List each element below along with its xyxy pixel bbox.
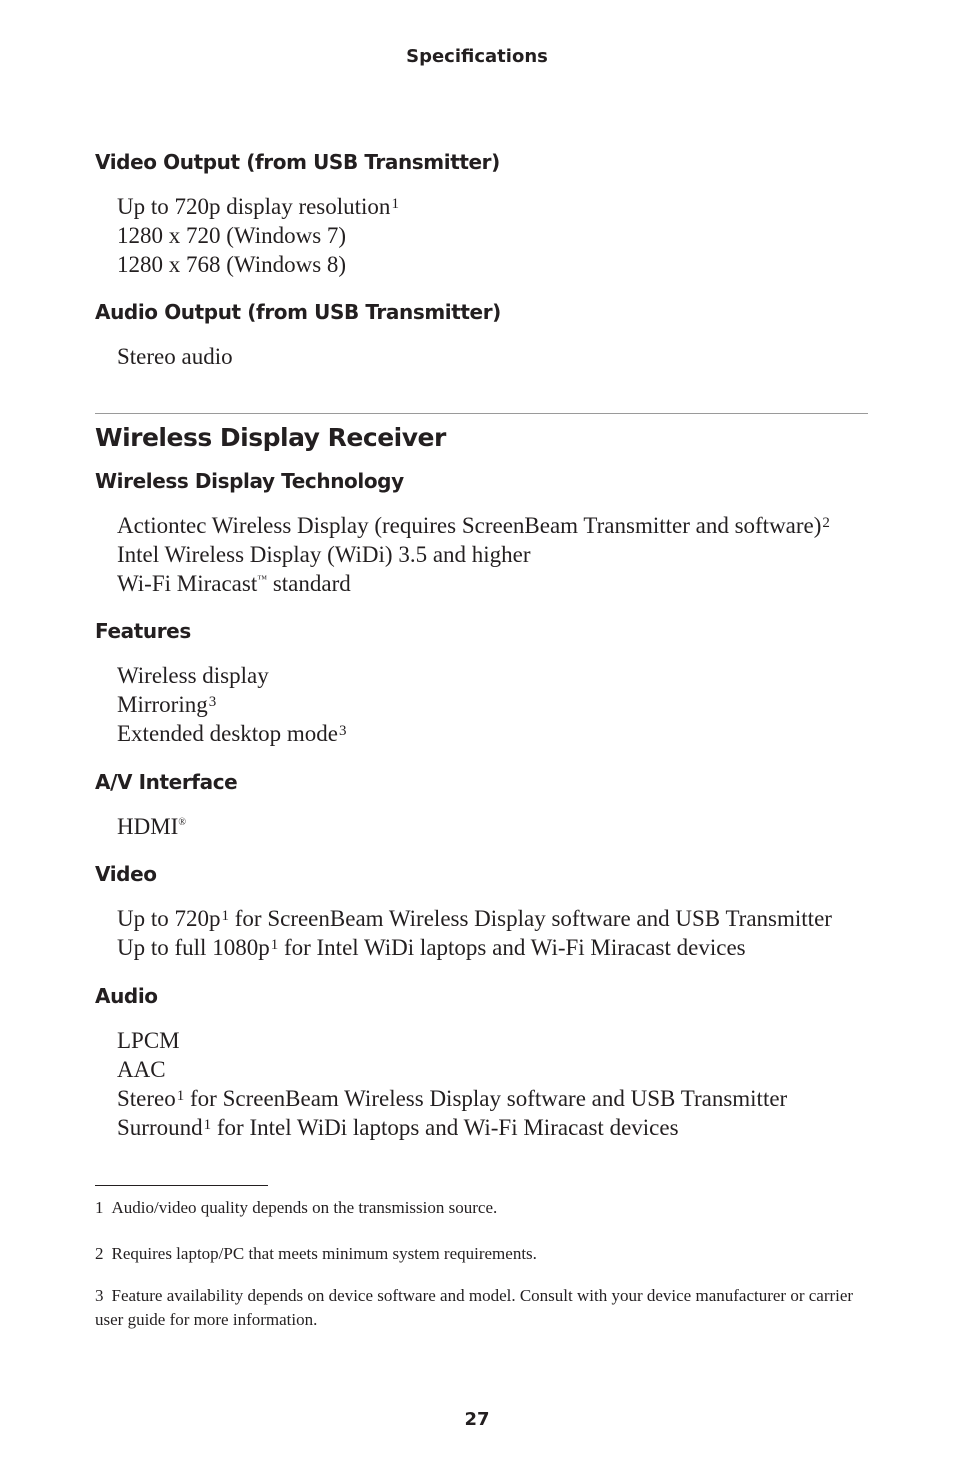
footnote-ref: 3: [208, 694, 217, 710]
list-item: [117, 569, 830, 598]
features-list: [117, 661, 347, 748]
footnote-number: 2: [95, 1244, 104, 1263]
list-item: 1280 x 768 (Windows 8): [117, 252, 347, 277]
audio-list: [117, 1026, 787, 1142]
line-text: Up to full 1080p: [117, 935, 270, 960]
line-text: Actiontec Wireless Display (requires ScreenBeam Transmitter and software): [117, 513, 822, 538]
footnote-number: 1: [95, 1198, 104, 1217]
line-text: Surround: [117, 1115, 203, 1140]
footnote-ref: 1: [203, 1117, 212, 1133]
technology-list: [117, 511, 830, 598]
audio-output-heading: Audio Output (from USB Transmitter): [95, 300, 501, 324]
list-item: 1280 x 720 (Windows 7): [117, 223, 347, 248]
footnote-1: [95, 1196, 865, 1220]
section-divider: [95, 413, 868, 414]
line-text: Wi-Fi Miracast: [117, 571, 258, 596]
line-text: for Intel WiDi laptops and Wi-Fi Miracast devices: [211, 1115, 679, 1140]
video-output-list: [117, 192, 399, 279]
footnote-3: [95, 1284, 865, 1332]
list-item: Wireless display: [117, 663, 269, 688]
footnote-ref: 1: [176, 1088, 185, 1104]
list-item: Intel Wireless Display (WiDi) 3.5 and higher: [117, 542, 531, 567]
av-interface-list: [117, 812, 186, 841]
footnote-2: [95, 1242, 865, 1266]
video-heading: Video: [95, 862, 157, 886]
audio-output-list: [117, 342, 233, 371]
page-number: 27: [464, 1409, 490, 1430]
video-output-heading: Video Output (from USB Transmitter): [95, 150, 500, 174]
footnote-divider: [95, 1185, 268, 1186]
line-text: Up to 720p display resolution: [117, 194, 391, 219]
list-item: Stereo audio: [117, 344, 233, 369]
line-text: for ScreenBeam Wireless Display software and USB Transmitter: [229, 906, 832, 931]
list-item: [117, 192, 399, 221]
list-item: [117, 1113, 787, 1142]
features-heading: Features: [95, 619, 191, 643]
video-list: [117, 904, 832, 962]
list-item: LPCM: [117, 1028, 180, 1053]
footnote-text: Requires laptop/PC that meets minimum system requirements.: [111, 1244, 537, 1263]
page-header: Specifications: [406, 46, 548, 67]
line-text: for ScreenBeam Wireless Display software and USB Transmitter: [184, 1086, 788, 1111]
line-text: Mirroring: [117, 692, 208, 717]
footnote-ref: 1: [391, 196, 399, 212]
footnote-number: 3: [95, 1286, 104, 1305]
av-interface-heading: A/V Interface: [95, 770, 238, 794]
list-item: [117, 690, 347, 719]
footnote-text: Audio/video quality depends on the transmission source.: [111, 1198, 498, 1217]
footnote-ref: 2: [822, 515, 830, 531]
line-text: HDMI: [117, 814, 179, 839]
list-item: [117, 904, 832, 933]
registered-mark: ®: [178, 817, 186, 828]
line-text: for Intel WiDi laptops and Wi-Fi Miracast devices: [278, 935, 746, 960]
footnote-text: Feature availability depends on device software and model. Consult with your device manufacturer or carrier user guide for more information.: [95, 1286, 854, 1329]
list-item: [117, 812, 186, 841]
list-item: [117, 511, 830, 540]
line-text: Up to 720p: [117, 906, 221, 931]
list-item: [117, 933, 832, 962]
trademark-mark: ™: [257, 574, 268, 585]
receiver-heading: Wireless Display Receiver: [95, 423, 446, 452]
audio-heading: Audio: [95, 984, 158, 1008]
footnote-ref: 3: [339, 723, 347, 739]
line-text: standard: [267, 571, 351, 596]
list-item: [117, 719, 347, 748]
line-text: Stereo: [117, 1086, 176, 1111]
footnote-ref: 1: [270, 937, 279, 953]
list-item: AAC: [117, 1057, 166, 1082]
footnote-ref: 1: [221, 908, 229, 924]
line-text: Extended desktop mode: [117, 721, 339, 746]
technology-heading: Wireless Display Technology: [95, 469, 404, 493]
list-item: [117, 1084, 787, 1113]
